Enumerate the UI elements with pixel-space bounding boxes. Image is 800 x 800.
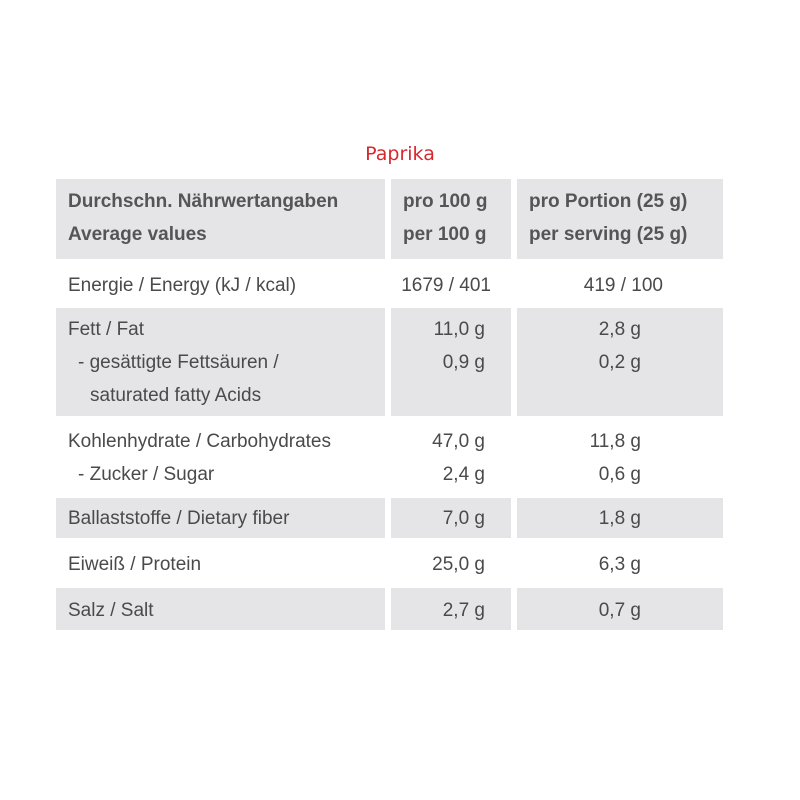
table-row-energy — [56, 261, 723, 306]
energy-per-100g: 1679 / 401 — [388, 261, 514, 306]
saturated-fat-per-serving: 0,2 g — [598, 352, 641, 373]
table-row-fiber — [56, 496, 723, 540]
header-col3-line2: per serving (25 g) — [529, 224, 688, 245]
header-col-per-serving — [514, 179, 723, 261]
saturated-fat-label-line2: saturated fatty Acids — [90, 385, 262, 406]
table-row-carbohydrates — [56, 418, 723, 496]
fat-per-100g: 11,0 g — [433, 319, 485, 340]
fat-per-serving: 2,8 g — [598, 319, 641, 340]
salt-label: Salz / Salt — [56, 586, 388, 632]
header-col2-line2: per 100 g — [403, 224, 487, 245]
product-title: Paprika — [365, 143, 435, 165]
header-col-average-values — [56, 179, 388, 261]
header-col3-line1: pro Portion (25 g) — [529, 191, 688, 212]
protein-per-serving: 6,3 g — [598, 554, 641, 575]
table-row-protein — [56, 540, 723, 586]
carbs-per-100g: 47,0 g — [432, 431, 485, 452]
sugar-per-serving: 0,6 g — [598, 464, 641, 485]
protein-per-100g: 25,0 g — [388, 540, 514, 586]
fat-per-100g-cell — [388, 306, 514, 418]
carbs-label-cell — [56, 418, 388, 496]
fiber-per-100g: 7,0 g — [388, 496, 514, 540]
sugar-per-100g: 2,4 g — [442, 464, 485, 485]
saturated-fat-per-100g: 0,9 g — [442, 352, 485, 373]
table-row-salt — [56, 586, 723, 632]
header-col1-line1: Durchschn. Nährwertangaben — [68, 191, 339, 212]
table-header-row — [56, 179, 723, 261]
fiber-per-serving: 1,8 g — [514, 496, 723, 540]
sugar-label: - Zucker / Sugar — [78, 464, 215, 485]
header-col-per-100g — [388, 179, 514, 261]
header-col2-line1: pro 100 g — [403, 191, 488, 212]
carbs-per-serving-cell — [514, 418, 723, 496]
energy-label: Energie / Energy (kJ / kcal) — [56, 261, 388, 306]
salt-per-100g: 2,7 g — [388, 586, 514, 632]
protein-label: Eiweiß / Protein — [56, 540, 388, 586]
carbs-per-100g-cell — [388, 418, 514, 496]
header-col1-line2: Average values — [68, 224, 207, 245]
salt-per-serving: 0,7 g — [514, 586, 723, 632]
fiber-label: Ballaststoffe / Dietary fiber — [56, 496, 388, 540]
fat-per-serving-cell — [514, 306, 723, 418]
table-row-fat — [56, 306, 723, 418]
fat-label: Fett / Fat — [68, 319, 145, 340]
carbs-label: Kohlenhydrate / Carbohydrates — [68, 431, 331, 452]
nutrition-table — [56, 179, 723, 634]
saturated-fat-label-line1: - gesättigte Fettsäuren / — [78, 352, 279, 373]
energy-per-serving: 419 / 100 — [583, 275, 663, 296]
fat-label-cell — [56, 306, 388, 418]
carbs-per-serving: 11,8 g — [589, 431, 641, 452]
